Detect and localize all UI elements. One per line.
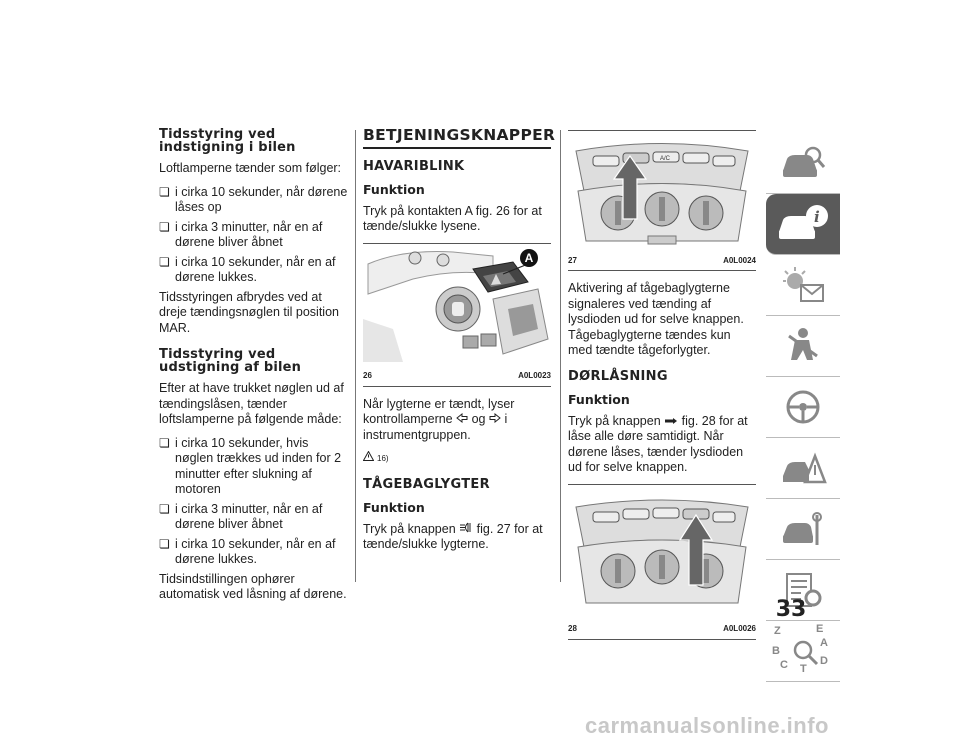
heading-function: Funktion: [363, 182, 425, 197]
list-item: ❏ i cirka 10 sekunder, hvis nøglen trækkes ud inden for 2 minutter efter slukning af motoren: [159, 436, 349, 498]
svg-text:i: i: [814, 208, 820, 226]
heading-entry-timing: Tidsstyring ved indstigning i bilen: [159, 127, 296, 155]
figure-caption: [568, 251, 756, 271]
figure-caption: [363, 366, 551, 386]
text-segment: i instrumentgruppen.: [363, 412, 508, 442]
figure-caption: [568, 619, 756, 639]
list-item: ❏ i cirka 10 sekunder, når dørene låses op: [159, 185, 349, 216]
column-divider-left: [355, 130, 356, 582]
heading-function: Funktion: [363, 500, 425, 516]
car-search-icon: [779, 143, 827, 183]
paragraph: Tryk på kontakten A fig. 26 for at tænde/slukke lysene.: [363, 203, 542, 233]
tab-emergency[interactable]: [766, 438, 840, 499]
warning-triangle-icon: [363, 451, 374, 467]
heading-exit-timing: Tidsstyring ved udstigning af bilen: [159, 347, 302, 375]
paragraph: Tidsstyringen afbrydes ved at dreje tændingsnøglen til position MAR.: [159, 289, 339, 335]
car-info-icon: [775, 202, 831, 246]
callout-label-a: A: [520, 249, 538, 267]
column-3: [568, 130, 756, 650]
car-warning-icon: [779, 448, 827, 488]
index-letter: A: [820, 637, 828, 649]
column-1: [159, 128, 349, 611]
figure-code: A0L0026: [723, 624, 756, 634]
page-number: 33: [775, 597, 807, 622]
index-letter: D: [820, 655, 828, 667]
figure-26: [363, 243, 551, 387]
figure-number: 26: [363, 371, 372, 380]
tab-controls[interactable]: [766, 194, 840, 255]
text-segment: og: [471, 412, 486, 427]
column-2: [363, 126, 556, 561]
tab-warnings[interactable]: [766, 255, 840, 316]
text-segment: Tryk på knappen: [568, 413, 661, 428]
text-segment: Når lygterne er tændt, lyser kontrollamperne: [363, 396, 515, 427]
index-letter: Z: [774, 625, 781, 637]
section-title: BETJENINGSKNAPPER: [363, 128, 551, 149]
paragraph: Aktivering af tågebaglygterne signaleres ved tænding af lysdioden ud for selve knappen. Tågebaglygterne tændes kun med tændte tågeforlygter.: [568, 281, 744, 357]
figure-28: [568, 484, 756, 640]
paragraph: [568, 414, 756, 476]
climate-panel-fog-illustration: [568, 131, 756, 246]
tab-index[interactable]: [766, 621, 840, 682]
list-item: ❏ i cirka 10 sekunder, når en af dørene lukkes.: [159, 255, 349, 286]
index-letter: E: [816, 623, 824, 635]
paragraph: Tidsindstillingen ophører automatisk ved låsning af dørene.: [159, 571, 347, 601]
figure-number: 28: [568, 624, 577, 634]
heading-rear-fog: TÅGEBAGLYGTER: [363, 476, 490, 492]
turn-right-arrow-icon: [489, 412, 501, 428]
warning-note: [363, 451, 551, 467]
tab-know-car[interactable]: [766, 133, 840, 194]
seat-person-icon: [779, 326, 827, 366]
car-tools-icon: [779, 509, 827, 549]
door-lock-icon: [664, 414, 678, 430]
index-letter: B: [772, 645, 780, 657]
list-item: ❏ i cirka 3 minutter, når en af dørene bliver åbnet: [159, 220, 349, 251]
climate-panel-lock-illustration: [568, 485, 756, 615]
list-item: ❏ i cirka 10 sekunder, når en af dørene lukkes.: [159, 537, 349, 568]
list-item: ❏ i cirka 3 minutter, når en af dørene bliver åbnet: [159, 502, 349, 533]
warning-reference: 16): [377, 454, 389, 464]
turn-left-arrow-icon: [456, 412, 468, 428]
paragraph: Loftlamperne tænder som følger:: [159, 161, 342, 175]
heading-door-lock: DØRLÅSNING: [568, 368, 668, 384]
figure-code: A0L0023: [518, 371, 551, 380]
text-segment: Tryk på knappen: [363, 521, 456, 536]
paragraph: [363, 522, 551, 553]
paragraph: Efter at have trukket nøglen ud af tændingslåsen, tænder loftslamperne på følgende måde:: [159, 381, 344, 426]
column-divider-right: [560, 130, 561, 582]
heading-function: Funktion: [568, 392, 630, 407]
figure-number: 27: [568, 255, 577, 265]
tab-driving[interactable]: [766, 377, 840, 438]
ac-button-label: A/C: [660, 156, 671, 162]
text-segment: fig. 28 for at låse alle døre samtidigt. Når dørene låses, tænder lysdioden ud for selve knappen.: [568, 413, 748, 475]
text-segment: fig. 27 for at tænde/slukke lygterne.: [363, 521, 543, 552]
list-exit: [159, 436, 349, 568]
tab-maintenance[interactable]: [766, 499, 840, 560]
index-letter: T: [800, 663, 807, 675]
warning-light-icon: [779, 265, 827, 305]
watermark: carmanualsonline.info: [585, 713, 829, 738]
figure-27: [568, 130, 756, 271]
paragraph: [363, 397, 551, 444]
steering-wheel-icon: [779, 387, 827, 427]
tab-safety[interactable]: [766, 316, 840, 377]
heading-hazard: HAVARIBLINK: [363, 158, 465, 174]
index-letter: C: [780, 659, 788, 671]
figure-code: A0L0024: [723, 255, 756, 265]
list-entry: [159, 185, 349, 286]
rear-fog-light-icon: [459, 522, 473, 538]
